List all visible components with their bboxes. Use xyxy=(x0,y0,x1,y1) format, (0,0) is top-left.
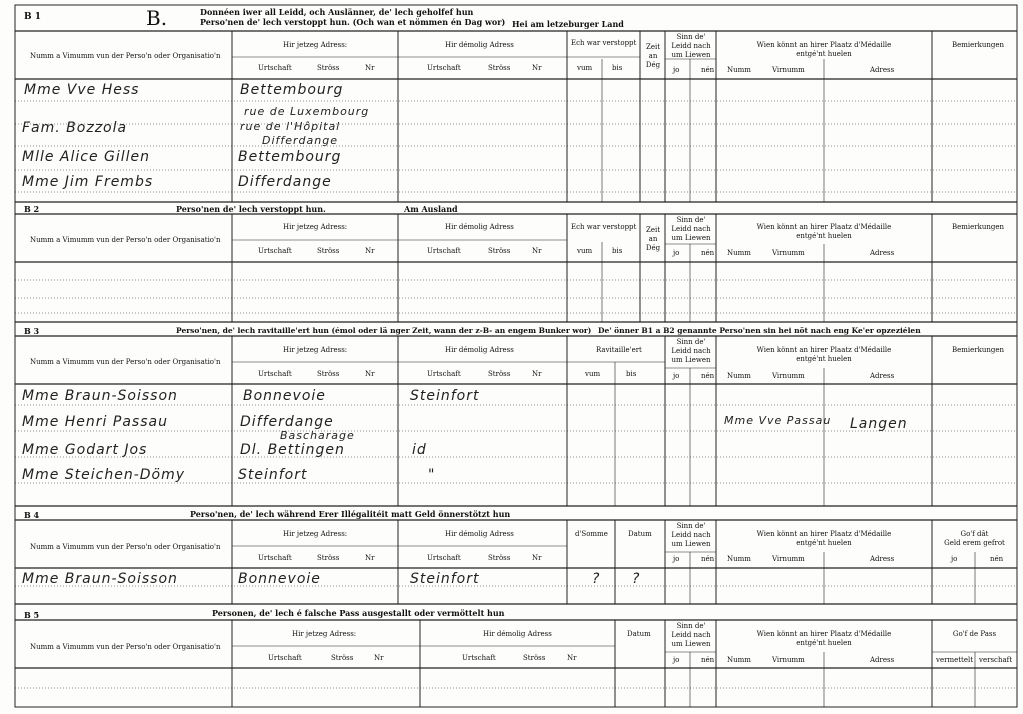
b1-title-line2: Perso'nen de' lech verstoppt hun. (Och wan et nömmen én Dag wor) xyxy=(200,17,506,27)
b1-deg: Dég xyxy=(645,61,661,69)
b1-vum: vum xyxy=(577,64,593,72)
b3-numm: Numm xyxy=(727,372,751,380)
b5-adress: Adress xyxy=(870,656,895,664)
b1-old-urtschaft: Urtschaft xyxy=(427,64,461,72)
b3-urtschaft: Urtschaft xyxy=(258,370,292,378)
b4-jo: jo xyxy=(673,555,680,563)
b1-row3-name: Fam. Bozzola xyxy=(22,120,128,136)
b2-deg: Dég xyxy=(645,244,661,252)
b2-sinn1: Sinn de' xyxy=(676,216,706,224)
b4-title: Perso'nen, de' lech während Erer Illégalitéit matt Geld önnerstötzt hun xyxy=(190,509,511,519)
b1-nr: Nr xyxy=(365,64,375,72)
b3-cur-addr-header: Hir jetzeg Adress: xyxy=(283,346,348,354)
b3-bemerkungen: Bemierkungen xyxy=(952,346,1005,354)
b5-datum-header: Datum xyxy=(627,630,651,638)
b3-sinn1: Sinn de' xyxy=(676,338,706,346)
b1-row5-name: Mlle Alice Gillen xyxy=(22,149,151,165)
b4-gof-nen: nén xyxy=(990,555,1004,563)
b4-adress: Adress xyxy=(870,555,895,563)
b1-wien2: entgé'nt huelen xyxy=(796,50,852,58)
b2-urtschaft: Urtschaft xyxy=(258,247,292,255)
b1-row4-street: Differdange xyxy=(262,134,339,147)
b3-nen: nén xyxy=(701,372,715,380)
b4-row1-name: Mme Braun-Soisson xyxy=(22,571,178,587)
b3-title: Perso'nen, de' lech ravitaille'ert hun (émol oder lä nger Zeit, wann der z-B- an engem Bunker wor) xyxy=(176,326,592,335)
b4-name-col-header: Numm a Vimumm vun der Perso'n oder Organisatio'n xyxy=(30,543,221,551)
b1-row6-place: Differdange xyxy=(238,174,332,190)
b1-bis: bis xyxy=(612,64,623,72)
b4-urtschaft: Urtschaft xyxy=(258,554,292,562)
b4-wien1: Wien könnt an hirer Plaatz d'Médaille xyxy=(756,530,892,538)
b3-row2-place: Differdange xyxy=(240,414,334,430)
b4-old-nr: Nr xyxy=(532,554,542,562)
b5-nen: nén xyxy=(701,656,715,664)
b3-row1-place: Bonnevoie xyxy=(243,388,326,404)
b3-bis: bis xyxy=(626,370,637,378)
b3-row5-place: Steinfort xyxy=(238,467,308,483)
b2-old-nr: Nr xyxy=(532,247,542,255)
b4-stross: Ströss xyxy=(317,554,340,562)
b3-row2-medal-addr: Langen xyxy=(850,416,908,432)
b5-vermettelt: vermettelt xyxy=(936,656,974,664)
b1-nen: nén xyxy=(701,66,715,74)
b3-row1-name: Mme Braun-Soisson xyxy=(22,388,178,404)
b2-jo: jo xyxy=(673,249,680,257)
b3-row2-medal-name: Mme Vve Passau xyxy=(724,414,832,427)
b1-title-line1: Donnéen iwer all Leidd, och Auslänner, de' lech geholfef hun xyxy=(200,7,474,17)
b5-nr: Nr xyxy=(374,654,384,662)
b1-row1-name: Mme Vve Hess xyxy=(24,82,140,98)
b1-bemerkungen: Bemierkungen xyxy=(952,41,1005,49)
b4-old-addr-header: Hir démolig Adress xyxy=(445,530,514,538)
b4-gof2: Geld erem gefrot xyxy=(944,539,1005,547)
b4-somme-header: d'Somme xyxy=(575,530,608,538)
b3-row4-name: Mme Godart Jos xyxy=(22,442,148,458)
b3-row4-place: Dl. Bettingen xyxy=(240,442,345,458)
b3-old-addr-header: Hir démolig Adress xyxy=(445,346,514,354)
b3-nr: Nr xyxy=(365,370,375,378)
b2-stross: Ströss xyxy=(317,247,340,255)
b4-sinn2: Leidd nach xyxy=(671,531,711,539)
b1-sinn3: um Liewen xyxy=(671,51,711,59)
b5-title: Personen, de' lech é falsche Pass ausgestallt oder vermöttelt hun xyxy=(212,608,505,618)
b1-row5-place: Bettembourg xyxy=(238,149,342,165)
b5-stross: Ströss xyxy=(331,654,354,662)
b2-virnumm: Virnumm xyxy=(772,249,805,257)
b4-row1-datum: ? xyxy=(632,571,641,587)
b5-virnumm: Virnumm xyxy=(772,656,805,664)
b3-stross: Ströss xyxy=(317,370,340,378)
b2-cur-addr-header: Hir jetzeg Adress: xyxy=(283,223,348,231)
b5-verschaft: verschaft xyxy=(979,656,1013,664)
b2-numm: Numm xyxy=(727,249,751,257)
b3-row3-place: Bascharage xyxy=(280,429,355,442)
b4-row1-somme: ? xyxy=(592,571,601,587)
b4-row1-old: Steinfort xyxy=(410,571,480,587)
section-id-b5: B 5 xyxy=(24,610,40,620)
b3-virnumm: Virnumm xyxy=(772,372,805,380)
b2-sinn2: Leidd nach xyxy=(671,225,711,233)
b2-vum: vum xyxy=(577,247,593,255)
b5-old-nr: Nr xyxy=(567,654,577,662)
b4-row1-place: Bonnevoie xyxy=(238,571,321,587)
b2-old-urtschaft: Urtschaft xyxy=(427,247,461,255)
b2-wien2: entgé'nt huelen xyxy=(796,232,852,240)
b5-gof-header: Go'f de Pass xyxy=(952,630,997,638)
b4-old-urtschaft: Urtschaft xyxy=(427,554,461,562)
b5-jo: jo xyxy=(673,656,680,664)
b2-old-addr-header: Hir démolig Adress xyxy=(445,223,514,231)
b1-stross: Ströss xyxy=(317,64,340,72)
b1-old-stross: Ströss xyxy=(488,64,511,72)
b4-nen: nén xyxy=(701,555,715,563)
b4-virnumm: Virnumm xyxy=(772,555,805,563)
b1-old-addr-header: Hir démolig Adress xyxy=(445,41,514,49)
b3-wien1: Wien könnt an hirer Plaatz d'Médaille xyxy=(756,346,892,354)
form-letter: B. xyxy=(146,6,168,30)
b4-wien2: entgé'nt huelen xyxy=(796,539,852,547)
b2-nr: Nr xyxy=(365,247,375,255)
b5-wien1: Wien könnt an hirer Plaatz d'Médaille xyxy=(756,630,892,638)
b1-sinn1: Sinn de' xyxy=(676,33,706,41)
b3-vum: vum xyxy=(585,370,601,378)
b2-adress: Adress xyxy=(870,249,895,257)
b1-zeit: Zeit xyxy=(645,43,661,51)
b1-virnumm: Virnumm xyxy=(772,66,805,74)
b2-wien1: Wien könnt an hirer Plaatz d'Médaille xyxy=(756,223,892,231)
b2-title2: Am Ausland xyxy=(404,204,458,214)
b4-datum-header: Datum xyxy=(628,530,652,538)
b1-row2-street: rue de Luxembourg xyxy=(244,105,370,118)
b4-gof-jo: jo xyxy=(951,555,958,563)
section-id-b4: B 4 xyxy=(24,510,40,520)
b3-sinn2: Leidd nach xyxy=(671,347,711,355)
b1-row6-name: Mme Jim Frembs xyxy=(22,174,154,190)
b1-urtschaft: Urtschaft xyxy=(258,64,292,72)
b3-name-col-header: Numm a Vimumm vun der Perso'n oder Organisatio'n xyxy=(30,358,221,366)
b3-row2-name: Mme Henri Passau xyxy=(22,414,168,430)
b1-row1-place: Bettembourg xyxy=(240,82,344,98)
b2-nen: nén xyxy=(701,249,715,257)
b1-an: an xyxy=(648,52,658,60)
b2-bis: bis xyxy=(612,247,623,255)
b4-sinn1: Sinn de' xyxy=(676,522,706,530)
b2-zeit: Zeit xyxy=(645,226,661,234)
b5-old-addr-header: Hir démolig Adress xyxy=(483,630,552,638)
b4-nr: Nr xyxy=(365,554,375,562)
b1-cur-addr-header: Hir jetzeg Adress: xyxy=(283,41,348,49)
b3-row5-old: " xyxy=(428,467,436,483)
b1-jo: jo xyxy=(673,66,680,74)
b1-sinn2: Leidd nach xyxy=(671,42,711,50)
b3-row1-old: Steinfort xyxy=(410,388,480,404)
section-id-b1: B 1 xyxy=(24,12,42,22)
b1-row3-street: rue de l'Hôpital xyxy=(240,120,341,133)
section-id-b3: B 3 xyxy=(24,326,40,336)
b2-name-col-header: Numm a Vimumm vun der Perso'n oder Organisatio'n xyxy=(30,236,221,244)
b2-an: an xyxy=(648,235,658,243)
b3-row4-old: id xyxy=(412,442,427,458)
section-id-b2: B 2 xyxy=(24,204,40,214)
b1-adress: Adress xyxy=(870,66,895,74)
b1-title-line3: Hei am letzeburger Land xyxy=(512,19,624,29)
b3-jo: jo xyxy=(673,372,680,380)
b2-sinn3: um Liewen xyxy=(671,234,711,242)
b3-sinn3: um Liewen xyxy=(671,356,711,364)
b4-numm: Numm xyxy=(727,555,751,563)
b1-name-col-header: Numm a Vimumm vun der Perso'n oder Organisatio'n xyxy=(30,52,221,60)
b5-sinn3: um Liewen xyxy=(671,640,711,648)
b2-old-stross: Ströss xyxy=(488,247,511,255)
b5-numm: Numm xyxy=(727,656,751,664)
b4-old-stross: Ströss xyxy=(488,554,511,562)
b5-wien2: entgé'nt huelen xyxy=(796,639,852,647)
b5-urtschaft: Urtschaft xyxy=(268,654,302,662)
b5-old-urtschaft: Urtschaft xyxy=(462,654,496,662)
b3-adress: Adress xyxy=(870,372,895,380)
b5-old-stross: Ströss xyxy=(523,654,546,662)
b3-ravitaille-header: Ravitaille'ert xyxy=(596,346,642,354)
b3-title2: De' önner B1 a B2 genannte Perso'nen sin hei nöt nach eng Ke'er opzeziélen xyxy=(598,326,921,335)
b5-name-col-header: Numm a Vimumm vun der Perso'n oder Organisatio'n xyxy=(30,643,221,651)
b2-title: Perso'nen de' lech verstoppt hun. xyxy=(176,204,326,214)
b2-bemerkungen: Bemierkungen xyxy=(952,223,1005,231)
b1-old-nr: Nr xyxy=(532,64,542,72)
b5-sinn2: Leidd nach xyxy=(671,631,711,639)
b1-verstoppt-header: Ech war verstoppt xyxy=(571,39,637,47)
b4-sinn3: um Liewen xyxy=(671,540,711,548)
b4-gof1: Go'f dât xyxy=(960,530,989,538)
b2-verstoppt-header: Ech war verstoppt xyxy=(571,223,637,231)
b1-wien1: Wien könnt an hirer Plaatz d'Médaille xyxy=(756,41,892,49)
b3-old-urtschaft: Urtschaft xyxy=(427,370,461,378)
b5-sinn1: Sinn de' xyxy=(676,622,706,630)
b1-numm: Numm xyxy=(727,66,751,74)
b3-row5-name: Mme Steichen-Dömy xyxy=(22,467,186,483)
b3-wien2: entgé'nt huelen xyxy=(796,355,852,363)
b4-cur-addr-header: Hir jetzeg Adress: xyxy=(283,530,348,538)
b5-cur-addr-header: Hir jetzeg Adress: xyxy=(292,630,357,638)
b3-old-stross: Ströss xyxy=(488,370,511,378)
b3-old-nr: Nr xyxy=(532,370,542,378)
